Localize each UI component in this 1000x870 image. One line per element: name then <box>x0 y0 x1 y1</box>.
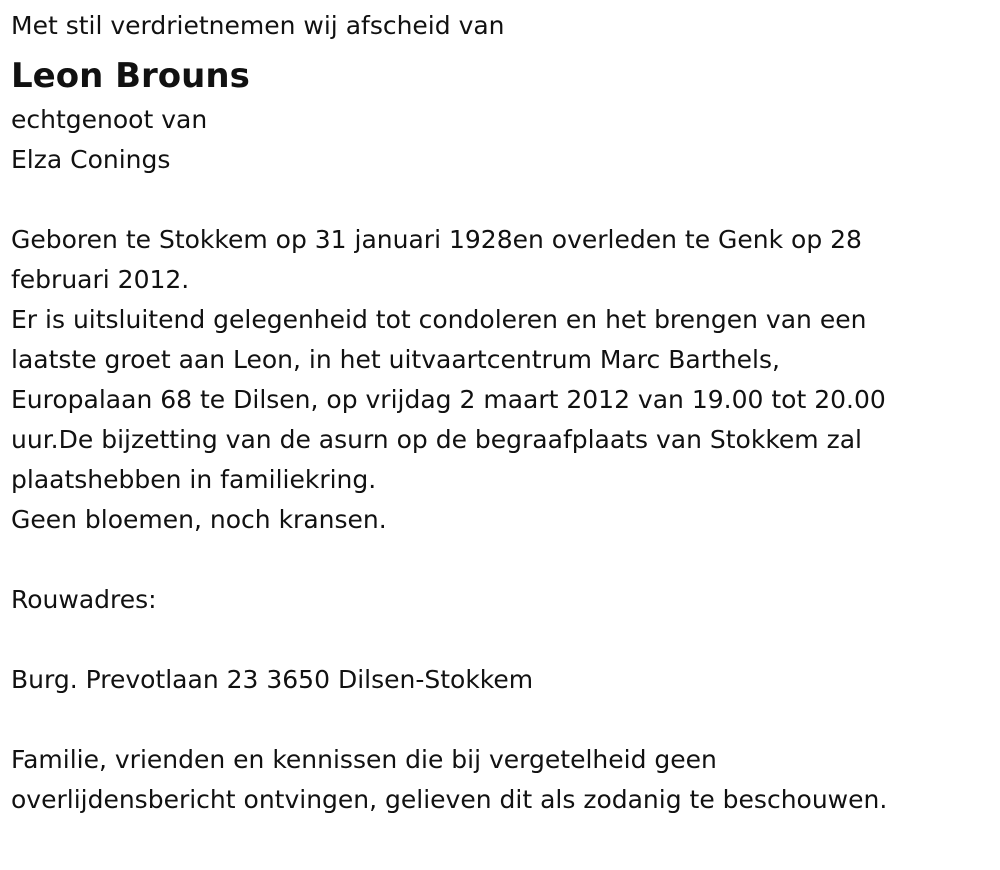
closing-text <box>11 740 986 820</box>
address-value: Burg. Prevotlaan 23 3650 Dilsen-Stokkem <box>11 665 534 694</box>
condolence-line: laatste groet aan Leon, in het uitvaartcentrum Marc Barthels, <box>11 345 780 374</box>
birth-death-line: Geboren te Stokkem op 31 januari 1928en overleden te Genk op 28 <box>11 225 862 254</box>
condolence-line: Er is uitsluitend gelegenheid tot condoleren en het brengen van een <box>11 305 867 334</box>
spacer <box>11 700 986 740</box>
condolence-line: uur.De bijzetting van de asurn op de begraafplaats van Stokkem zal <box>11 425 862 454</box>
spacer <box>11 180 986 220</box>
condolence-line: Europalaan 68 te Dilsen, op vrijdag 2 maart 2012 van 19.00 tot 20.00 <box>11 385 886 414</box>
closing-line: Familie, vrienden en kennissen die bij vergetelheid geen <box>11 745 717 774</box>
deceased-name: Leon Brouns <box>11 56 250 96</box>
flowers-text: Geen bloemen, noch kransen. <box>11 505 387 534</box>
condolence-line: plaatshebben in familiekring. <box>11 465 377 494</box>
spacer <box>11 540 986 580</box>
death-notice <box>11 6 986 820</box>
spouse-name: Elza Conings <box>11 145 171 174</box>
birth-death-text <box>11 220 986 300</box>
intro-text: Met stil verdrietnemen wij afscheid van <box>11 11 505 40</box>
condolence-text <box>11 300 986 500</box>
birth-death-line: februari 2012. <box>11 265 190 294</box>
relation-text: echtgenoot van <box>11 105 208 134</box>
closing-line: overlijdensbericht ontvingen, gelieven dit als zodanig te beschouwen. <box>11 785 888 814</box>
address-label: Rouwadres: <box>11 585 157 614</box>
spacer <box>11 620 986 660</box>
